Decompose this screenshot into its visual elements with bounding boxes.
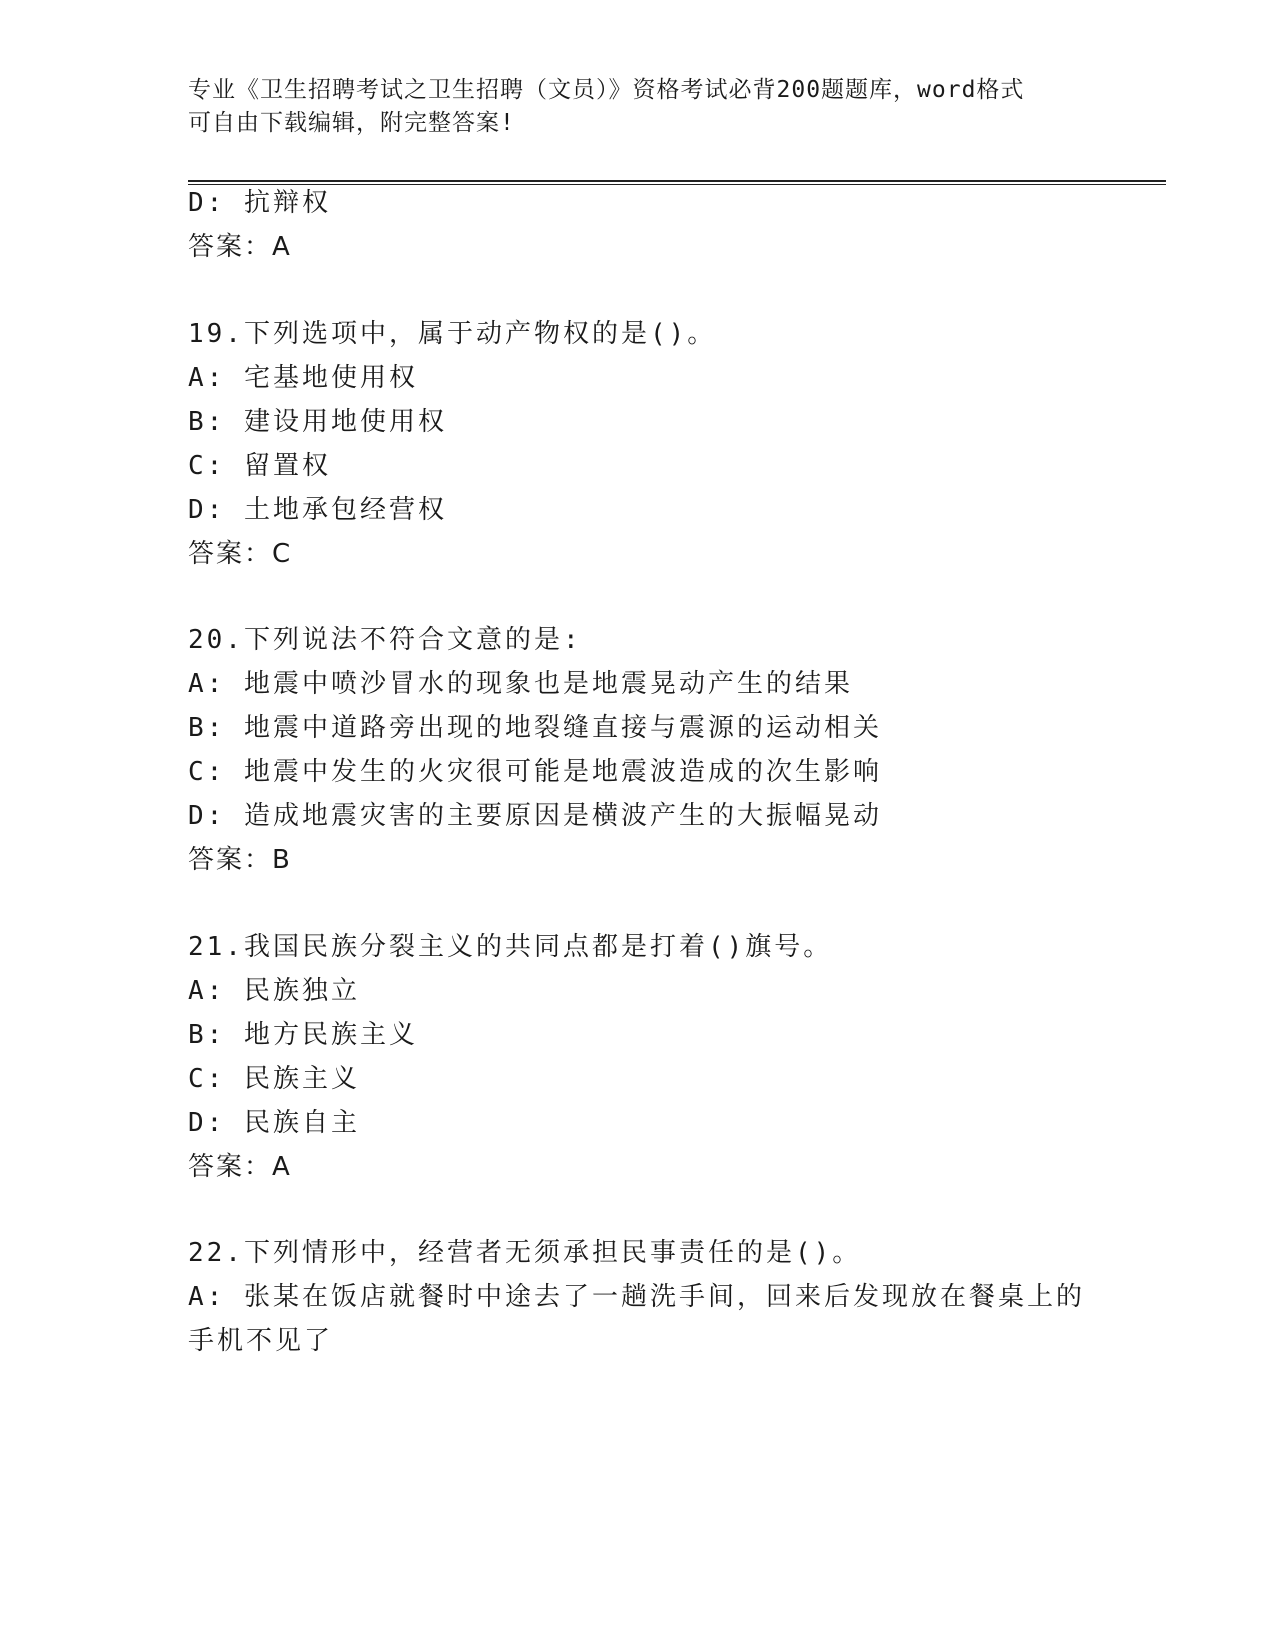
header-divider <box>188 180 1166 185</box>
question-20-option-a: A: 地震中喷沙冒水的现象也是地震晃动产生的结果 <box>188 669 853 699</box>
question-21-answer: 答案：A <box>188 1152 292 1182</box>
question-22-option-a-line-1: A: 张某在饭店就餐时中途去了一趟洗手间，回来后发现放在餐桌上的 <box>188 1282 1085 1312</box>
header-title-line-1: 专业《卫生招聘考试之卫生招聘（文员）》资格考试必背200题题库，word格式 <box>188 77 1025 103</box>
question-19-option-a: A: 宅基地使用权 <box>188 363 418 393</box>
question-19-stem: 19.下列选项中，属于动产物权的是()。 <box>188 319 717 349</box>
question-20-option-d: D: 造成地震灾害的主要原因是横波产生的大振幅晃动 <box>188 801 882 831</box>
question-21-stem: 21.我国民族分裂主义的共同点都是打着()旗号。 <box>188 932 833 962</box>
question-22-stem: 22.下列情形中，经营者无须承担民事责任的是()。 <box>188 1238 862 1268</box>
question-20-option-b: B: 地震中道路旁出现的地裂缝直接与震源的运动相关 <box>188 713 882 743</box>
prev-option-d: D: 抗辩权 <box>188 188 331 218</box>
question-22-option-a-line-2: 手机不见了 <box>188 1326 334 1356</box>
question-21-option-d: D: 民族自主 <box>188 1108 360 1138</box>
question-19-option-b: B: 建设用地使用权 <box>188 407 447 437</box>
header-title-line-2: 可自由下载编辑，附完整答案! <box>188 110 515 136</box>
question-21-option-b: B: 地方民族主义 <box>188 1020 418 1050</box>
question-20-answer: 答案：B <box>188 845 292 875</box>
question-20-stem: 20.下列说法不符合文意的是: <box>188 625 582 655</box>
document-header <box>188 74 1088 140</box>
question-20-option-c: C: 地震中发生的火灾很可能是地震波造成的次生影响 <box>188 757 882 787</box>
question-19-option-c: C: 留置权 <box>188 451 331 481</box>
prev-answer: 答案：A <box>188 232 292 262</box>
question-21-option-a: A: 民族独立 <box>188 976 360 1006</box>
question-21-option-c: C: 民族主义 <box>188 1064 360 1094</box>
question-19-answer: 答案：C <box>188 539 293 569</box>
question-19-option-d: D: 土地承包经营权 <box>188 495 447 525</box>
